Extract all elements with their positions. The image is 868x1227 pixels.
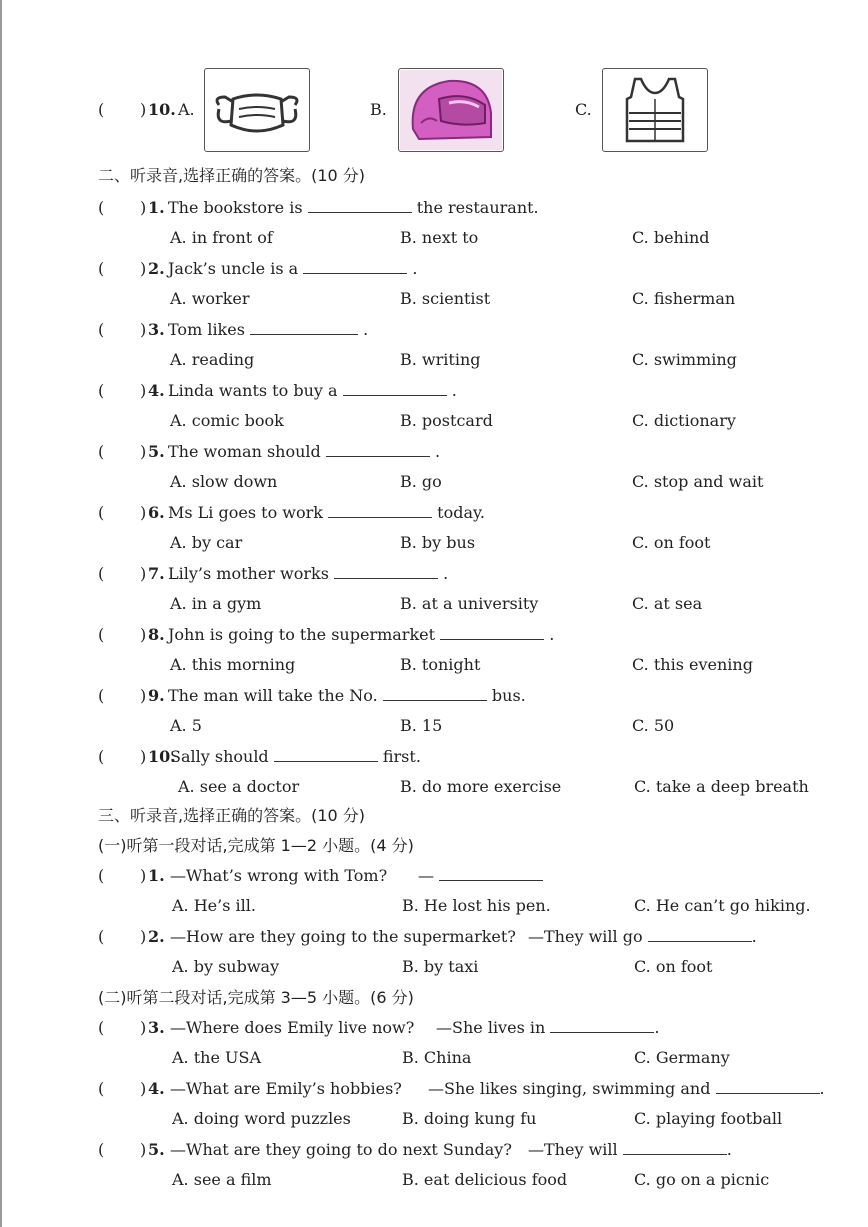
stem-pre: The woman should xyxy=(168,442,321,461)
option-c[interactable]: C. playing football xyxy=(634,1109,783,1128)
answer-pre: —She lives in xyxy=(436,1018,546,1037)
answer-post: . xyxy=(654,1018,660,1037)
option-c[interactable]: C. go on a picnic xyxy=(634,1170,770,1189)
question-number: 2. xyxy=(148,927,165,946)
stem-pre: Tom likes xyxy=(168,320,245,339)
page-edge-rule xyxy=(0,0,2,1227)
stem-post: the restaurant. xyxy=(416,198,539,217)
answer-paren[interactable]: ( xyxy=(98,503,105,522)
answer-paren[interactable]: ( xyxy=(98,259,105,278)
answer-paren-close: ) xyxy=(140,1018,147,1037)
question-text: —Where does Emily live now? xyxy=(170,1018,415,1037)
answer-paren-close: ) xyxy=(140,686,147,705)
option-c[interactable]: C. 50 xyxy=(632,716,675,735)
answer-paren-close: ) xyxy=(140,100,147,119)
option-b[interactable]: B. by taxi xyxy=(402,957,479,976)
question-number: 5. xyxy=(148,1140,165,1159)
option-a[interactable]: A. this morning xyxy=(170,655,296,674)
answer-paren-close: ) xyxy=(140,503,147,522)
option-c[interactable]: C. on foot xyxy=(634,957,713,976)
option-a[interactable]: A. the USA xyxy=(172,1048,262,1067)
stem-post: . xyxy=(434,442,441,461)
option-c[interactable]: C. on foot xyxy=(632,533,711,552)
answer-blank[interactable] xyxy=(623,1140,727,1155)
answer-paren-close: ) xyxy=(140,198,147,217)
answer-paren-close: ) xyxy=(140,747,147,766)
answer-blank[interactable] xyxy=(250,320,358,335)
answer-blank[interactable] xyxy=(328,503,432,518)
answer-pre: —They will xyxy=(528,1140,618,1159)
question-stem xyxy=(168,564,448,584)
answer-blank[interactable] xyxy=(439,866,543,881)
answer-pre: —She likes singing, swimming and xyxy=(428,1079,711,1098)
answer-blank[interactable] xyxy=(550,1018,654,1033)
option-b[interactable]: B. at a university xyxy=(400,594,539,613)
option-b[interactable]: B. tonight xyxy=(400,655,481,674)
stem-post: . xyxy=(412,259,418,278)
answer-paren[interactable]: ( xyxy=(98,198,105,217)
answer-paren[interactable]: ( xyxy=(98,1140,105,1159)
question-number: 8. xyxy=(148,625,165,644)
question-number: 10. xyxy=(148,100,176,119)
answer-paren-close: ) xyxy=(140,442,147,461)
answer-paren-open[interactable]: ( xyxy=(98,100,105,119)
option-b-image[interactable] xyxy=(398,68,504,152)
option-c[interactable]: C. swimming xyxy=(632,350,737,369)
option-b[interactable]: B. go xyxy=(400,472,442,491)
answer-paren[interactable]: ( xyxy=(98,1079,105,1098)
question-number: 10. xyxy=(148,747,176,766)
answer-post: . xyxy=(751,927,757,946)
option-a[interactable]: A. by car xyxy=(170,533,243,552)
answer-paren-close: ) xyxy=(140,1140,147,1159)
stem-post: . xyxy=(363,320,369,339)
question-number: 3. xyxy=(148,320,165,339)
option-a-label: A. xyxy=(178,100,195,119)
answer-post: . xyxy=(726,1140,732,1159)
stem-pre: Lily’s mother works xyxy=(168,564,329,583)
option-c[interactable]: C. take a deep breath xyxy=(634,777,809,796)
option-b[interactable]: B. eat delicious food xyxy=(402,1170,568,1189)
question-number: 5. xyxy=(148,442,165,461)
question-stem xyxy=(168,686,526,706)
stem-pre: Jack’s uncle is a xyxy=(168,259,299,278)
answer-blank[interactable] xyxy=(440,625,544,640)
life-jacket-icon xyxy=(603,69,707,151)
option-c[interactable]: C. at sea xyxy=(632,594,703,613)
stem-pre: John is going to the supermarket xyxy=(168,625,436,644)
option-a[interactable]: A. reading xyxy=(170,350,255,369)
question-stem xyxy=(168,198,539,218)
answer-paren[interactable]: ( xyxy=(98,381,105,400)
question-number: 7. xyxy=(148,564,165,583)
answer-paren-close: ) xyxy=(140,564,147,583)
stem-pre: Linda wants to buy a xyxy=(168,381,338,400)
option-a[interactable]: A. see a doctor xyxy=(178,777,300,796)
option-a[interactable]: A. 5 xyxy=(170,716,202,735)
section2-title: 二、听录音,选择正确的答案。(10 分) xyxy=(98,166,366,185)
question-number: 2. xyxy=(148,259,165,278)
answer-paren[interactable]: ( xyxy=(98,927,105,946)
question-stem xyxy=(168,503,485,523)
section3-title: 三、听录音,选择正确的答案。(10 分) xyxy=(98,806,366,825)
question-number: 6. xyxy=(148,503,165,522)
answer-paren[interactable]: ( xyxy=(98,1018,105,1037)
question-number: 4. xyxy=(148,1079,165,1098)
section3-part1-title: (一)听第一段对话,完成第 1—2 小题。(4 分) xyxy=(98,836,414,855)
question-number: 1. xyxy=(148,198,165,217)
question-stem xyxy=(168,320,368,340)
answer-text xyxy=(528,1140,732,1160)
question-text: —What are Emily’s hobbies? xyxy=(170,1079,402,1098)
option-b[interactable]: B. He lost his pen. xyxy=(402,896,551,915)
question-stem xyxy=(168,259,417,279)
answer-blank[interactable] xyxy=(334,564,438,579)
option-b[interactable]: B. writing xyxy=(400,350,481,369)
option-c[interactable]: C. Germany xyxy=(634,1048,730,1067)
answer-paren-close: ) xyxy=(140,381,147,400)
answer-pre: —They will go xyxy=(528,927,643,946)
question-number: 3. xyxy=(148,1018,165,1037)
option-b[interactable]: B. next to xyxy=(400,228,479,247)
answer-paren-close: ) xyxy=(140,1079,147,1098)
option-c-label: C. xyxy=(575,100,592,119)
option-b[interactable]: B. China xyxy=(402,1048,472,1067)
question-stem xyxy=(168,625,554,645)
option-a[interactable]: A. see a film xyxy=(172,1170,272,1189)
option-b-label: B. xyxy=(370,100,387,119)
stem-post: . xyxy=(549,625,555,644)
answer-blank[interactable] xyxy=(648,927,752,942)
answer-post: . xyxy=(819,1079,825,1098)
answer-paren-close: ) xyxy=(140,866,147,885)
answer-paren[interactable]: ( xyxy=(98,320,105,339)
answer-blank[interactable] xyxy=(716,1079,820,1094)
option-a[interactable]: A. slow down xyxy=(170,472,278,491)
answer-paren-close: ) xyxy=(140,927,147,946)
option-b[interactable]: B. do more exercise xyxy=(400,777,562,796)
option-c[interactable]: C. stop and wait xyxy=(632,472,764,491)
question-text: —What’s wrong with Tom? xyxy=(170,866,388,885)
option-b[interactable]: B. 15 xyxy=(400,716,443,735)
answer-paren[interactable]: ( xyxy=(98,625,105,644)
question-stem xyxy=(168,381,457,401)
answer-text xyxy=(428,1079,825,1099)
answer-paren[interactable]: ( xyxy=(98,564,105,583)
answer-paren[interactable]: ( xyxy=(98,442,105,461)
answer-blank[interactable] xyxy=(326,442,430,457)
stem-post: today. xyxy=(437,503,485,522)
stem-pre: Ms Li goes to work xyxy=(168,503,323,522)
answer-blank[interactable] xyxy=(343,381,447,396)
option-a[interactable]: A. comic book xyxy=(170,411,284,430)
answer-paren-close: ) xyxy=(140,625,147,644)
question-number: 1. xyxy=(148,866,165,885)
option-c-image[interactable] xyxy=(602,68,708,152)
answer-blank[interactable] xyxy=(303,259,407,274)
stem-post: . xyxy=(443,564,449,583)
option-b[interactable]: B. scientist xyxy=(400,289,491,308)
answer-blank[interactable] xyxy=(274,747,378,762)
answer-paren-close: ) xyxy=(140,259,147,278)
option-a[interactable]: A. worker xyxy=(170,289,250,308)
stem-post: . xyxy=(451,381,457,400)
question-stem xyxy=(168,442,440,462)
answer-paren-close: ) xyxy=(140,320,147,339)
question-stem xyxy=(170,747,421,767)
option-a[interactable]: A. in a gym xyxy=(170,594,262,613)
option-a[interactable]: A. by subway xyxy=(172,957,280,976)
option-c[interactable]: C. He can’t go hiking. xyxy=(634,896,811,915)
question-text: —What are they going to do next Sunday? xyxy=(170,1140,512,1159)
option-b[interactable]: B. by bus xyxy=(400,533,476,552)
answer-paren[interactable]: ( xyxy=(98,686,105,705)
section3-part2-title: (二)听第二段对话,完成第 3—5 小题。(6 分) xyxy=(98,988,414,1007)
answer-paren[interactable]: ( xyxy=(98,747,105,766)
answer-text xyxy=(436,1018,659,1038)
answer-text xyxy=(418,866,543,886)
stem-pre: The man will take the No. xyxy=(168,686,378,705)
option-b[interactable]: B. postcard xyxy=(400,411,493,430)
option-c[interactable]: C. dictionary xyxy=(632,411,736,430)
option-c[interactable]: C. fisherman xyxy=(632,289,736,308)
option-a-image[interactable] xyxy=(204,68,310,152)
answer-blank[interactable] xyxy=(308,198,412,213)
stem-pre: Sally should xyxy=(170,747,269,766)
option-c[interactable]: C. behind xyxy=(632,228,710,247)
answer-paren[interactable]: ( xyxy=(98,866,105,885)
option-c[interactable]: C. this evening xyxy=(632,655,753,674)
question-text: —How are they going to the supermarket? xyxy=(170,927,516,946)
answer-blank[interactable] xyxy=(383,686,487,701)
option-b[interactable]: B. doing kung fu xyxy=(402,1109,537,1128)
option-a[interactable]: A. doing word puzzles xyxy=(172,1109,351,1128)
answer-pre: — xyxy=(418,866,434,885)
helmet-icon xyxy=(399,69,503,151)
stem-post: first. xyxy=(382,747,421,766)
option-a[interactable]: A. in front of xyxy=(170,228,273,247)
face-mask-icon xyxy=(205,69,309,151)
option-a[interactable]: A. He’s ill. xyxy=(172,896,256,915)
stem-pre: The bookstore is xyxy=(168,198,303,217)
stem-post: bus. xyxy=(491,686,526,705)
question-number: 4. xyxy=(148,381,165,400)
answer-text xyxy=(528,927,757,947)
question-number: 9. xyxy=(148,686,165,705)
